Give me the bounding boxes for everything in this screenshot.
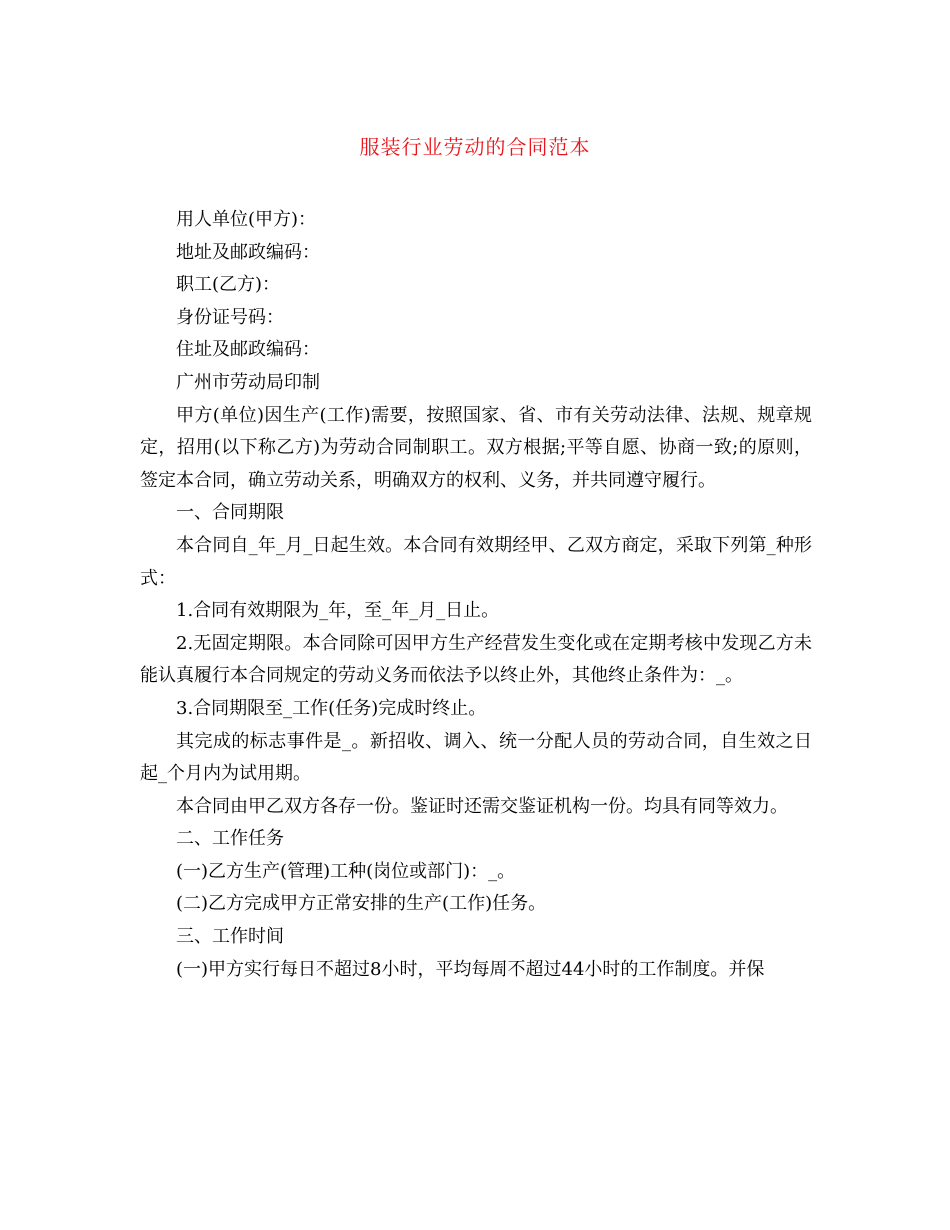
- term-option-2: 2.无固定期限。本合同除可因甲方生产经营发生变化或在定期考核中发现乙方未能认真履行本合同规定的劳动义务而依法予以终止外，其他终止条件为：_。: [140, 632, 812, 687]
- party-b-address-field: 住址及邮政编码：: [176, 339, 320, 361]
- task-item-2: (二)乙方完成甲方正常安排的生产(工作)任务。: [176, 893, 547, 915]
- probation-paragraph: 其完成的标志事件是_。新招收、调入、统一分配人员的劳动合同，自生效之日起_个月内为试用期。: [140, 730, 812, 785]
- document-body: [140, 204, 812, 986]
- party-a-address-field: 地址及邮政编码：: [176, 241, 320, 263]
- party-b-field: 职工(乙方)：: [176, 274, 281, 296]
- term-option-3: 3.合同期限至_工作(任务)完成时终止。: [176, 697, 487, 719]
- copies-paragraph: 本合同由甲乙双方各存一份。鉴证时还需交鉴证机构一份。均具有同等效力。: [176, 795, 788, 817]
- id-number-field: 身份证号码：: [176, 306, 284, 328]
- preamble-paragraph: 甲方(单位)因生产(工作)需要，按照国家、省、市有关劳动法律、法规、规章规定，招用(以下称乙方)为劳动合同制职工。双方根据;平等自愿、协商一致;的原则，签定本合同，确立劳动关系，明确双方的权利、义务，并共同遵守履行。: [140, 404, 812, 491]
- term-option-1: 1.合同有效期限为_年，至_年_月_日止。: [176, 600, 500, 622]
- section-heading-tasks: 二、工作任务: [176, 828, 284, 850]
- task-item-1: (一)乙方生产(管理)工种(岗位或部门)：_。: [176, 860, 516, 882]
- section-heading-hours: 三、工作时间: [176, 926, 284, 948]
- section-heading-term: 一、合同期限: [176, 502, 284, 524]
- party-a-field: 用人单位(甲方)：: [176, 209, 317, 230]
- hours-item-1: (一)甲方实行每日不超过8小时，平均每周不超过44小时的工作制度。并保: [176, 958, 765, 980]
- term-paragraph: 本合同自_年_月_日起生效。本合同有效期经甲、乙双方商定，采取下列第_种形式：: [140, 534, 812, 589]
- document-title: 服装行业劳动的合同范本: [359, 135, 591, 159]
- printer-line: 广州市劳动局印制: [176, 371, 320, 393]
